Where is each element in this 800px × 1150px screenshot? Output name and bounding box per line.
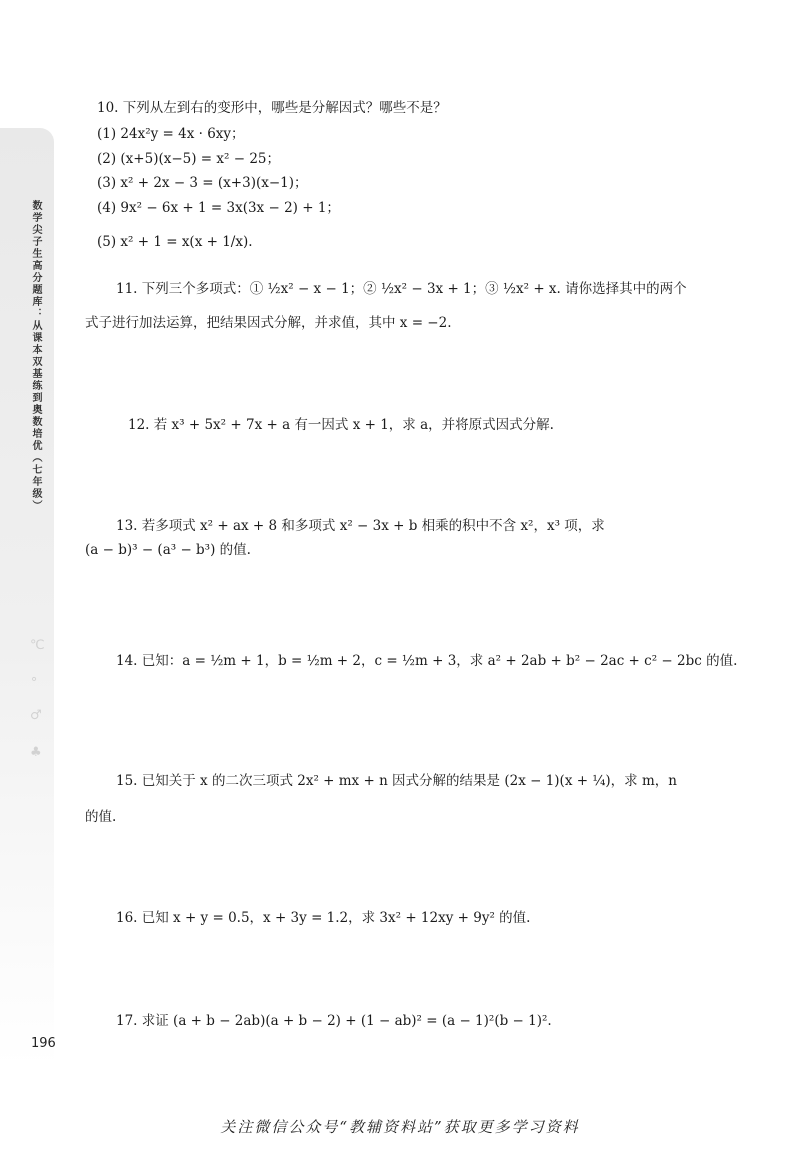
problem-15-line-2: 的值. (85, 809, 117, 825)
problem-11-line-2: 式子进行加法运算，把结果因式分解，并求值，其中 x = −2. (85, 315, 452, 331)
problem-10-item-4: (4) 9x² − 6x + 1 = 3x(3x − 2) + 1； (97, 200, 340, 216)
problem-17: 17. 求证 (a + b − 2ab)(a + b − 2) + (1 − ab)² = (a − 1)²(b − 1)². (116, 1013, 552, 1029)
decoration-icon: ∘ (30, 672, 39, 687)
problem-15-line-1: 15. 已知关于 x 的二次三项式 2x² + mx + n 因式分解的结果是 (2x − 1)(x + ¼)，求 m，n (116, 773, 677, 789)
decoration-icon: ♂ (30, 708, 42, 723)
problem-13-line-2: (a − b)³ − (a³ − b³) 的值. (85, 542, 251, 558)
problem-10-item-2: (2) (x+5)(x−5) = x² − 25； (97, 151, 281, 167)
problem-14: 14. 已知：a = ½m + 1，b = ½m + 2，c = ½m + 3，求 a² + 2ab + b² − 2ac + c² − 2bc 的值. (116, 653, 738, 669)
problem-12: 12. 若 x³ + 5x² + 7x + a 有一因式 x + 1，求 a，并将原式因式分解. (128, 417, 554, 433)
decoration-icon: ℃ (30, 638, 45, 653)
problem-16: 16. 已知 x + y = 0.5，x + 3y = 1.2，求 3x² + 12xy + 9y² 的值. (116, 910, 531, 926)
problem-13-line-1: 13. 若多项式 x² + ax + 8 和多项式 x² − 3x + b 相乘的积中不含 x²，x³ 项，求 (116, 518, 605, 534)
page-number: 196 (31, 1036, 56, 1051)
problem-10-item-3: (3) x² + 2x − 3 = (x+3)(x−1)； (97, 175, 308, 191)
problem-11-line-1: 11. 下列三个多项式：① ½x² − x − 1；② ½x² − 3x + 1；③ ½x² + x. 请你选择其中的两个 (116, 281, 687, 297)
problem-10-item-1: (1) 24x²y = 4x · 6xy； (97, 126, 245, 142)
book-title-vertical: 数学尖子生高分题库：从课本双基练到奥数培优（七年级） (30, 200, 41, 512)
problem-10-item-5: (5) x² + 1 = x(x + 1/x). (97, 234, 253, 250)
problem-10-stem: 10. 下列从左到右的变形中，哪些是分解因式？哪些不是？ (97, 100, 447, 116)
footer-note: 关注微信公众号“教辅资料站”获取更多学习资料 (220, 1118, 580, 1136)
decoration-icon: ♣ (30, 745, 42, 760)
